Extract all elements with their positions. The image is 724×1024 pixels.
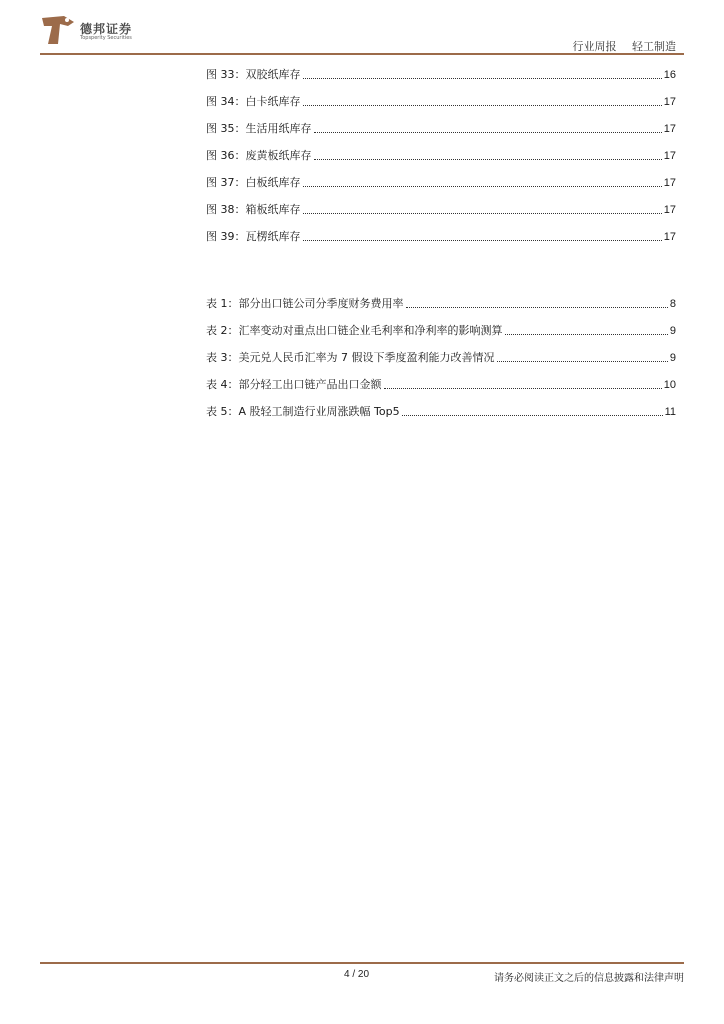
figure-entry-page: 17 <box>663 96 676 108</box>
figure-entry-page: 16 <box>663 69 676 81</box>
table-entry-label: 表 2：汇率变动对重点出口链企业毛利率和净利率的影响测算 <box>206 324 503 337</box>
table-entry-page: 11 <box>664 406 676 418</box>
table-entry-page: 9 <box>669 325 676 337</box>
leader-dots <box>314 159 662 160</box>
footer-divider <box>40 962 684 964</box>
logo-text-en: Topsperity Securities <box>80 35 132 41</box>
figure-entry-label: 图 39：瓦楞纸库存 <box>206 230 301 243</box>
figure-entry-page: 17 <box>663 204 676 216</box>
table-entry[interactable] <box>206 322 676 338</box>
table-entry-label: 表 1：部分出口链公司分季度财务费用率 <box>206 297 404 310</box>
table-entry-page: 10 <box>663 379 676 391</box>
figure-entry[interactable] <box>206 201 676 217</box>
figure-entry-label: 图 37：白板纸库存 <box>206 176 301 189</box>
figure-entry-label: 图 38：箱板纸库存 <box>206 203 301 216</box>
leader-dots <box>303 186 662 187</box>
table-entry[interactable] <box>206 403 676 419</box>
table-entry[interactable] <box>206 349 676 365</box>
table-entry-label: 表 5：A 股轻工制造行业周涨跌幅 Top5 <box>206 405 400 418</box>
company-logo <box>40 14 150 54</box>
figure-entry-label: 图 33：双胶纸库存 <box>206 68 301 81</box>
leader-dots <box>402 415 663 416</box>
disclaimer-text: 请务必阅读正文之后的信息披露和法律声明 <box>494 973 684 984</box>
leader-dots <box>303 78 662 79</box>
figure-entry[interactable] <box>206 66 676 82</box>
leader-dots <box>406 307 668 308</box>
header-divider <box>40 53 684 55</box>
leader-dots <box>303 240 662 241</box>
leader-dots <box>384 388 662 389</box>
figure-entry[interactable] <box>206 147 676 163</box>
report-category: 行业周报 <box>572 40 617 53</box>
figure-entry[interactable] <box>206 174 676 190</box>
leader-dots <box>303 105 662 106</box>
report-type <box>573 38 677 54</box>
table-entry[interactable] <box>206 376 676 392</box>
figure-entry[interactable] <box>206 93 676 109</box>
figure-entry[interactable] <box>206 120 676 136</box>
page-number: 4 / 20 <box>344 969 370 980</box>
table-entry-page: 8 <box>669 298 676 310</box>
figure-entry-label: 图 35：生活用纸库存 <box>206 122 312 135</box>
figure-entry-label: 图 34：白卡纸库存 <box>206 95 301 108</box>
logo-mark-icon <box>40 14 76 48</box>
table-entry[interactable] <box>206 295 676 311</box>
figure-entry-page: 17 <box>663 150 676 162</box>
figure-entry[interactable] <box>206 228 676 244</box>
table-entry-label: 表 4：部分轻工出口链产品出口金额 <box>206 378 382 391</box>
report-sector: 轻工制造 <box>632 40 676 53</box>
figure-entry-page: 17 <box>663 123 676 135</box>
figure-entry-label: 图 36：废黄板纸库存 <box>206 149 312 162</box>
leader-dots <box>505 334 668 335</box>
leader-dots <box>314 132 662 133</box>
figure-entry-page: 17 <box>663 177 676 189</box>
leader-dots <box>497 361 668 362</box>
logo-text-cn: 德邦证券 <box>80 22 133 36</box>
table-entry-page: 9 <box>669 352 676 364</box>
figure-entry-page: 17 <box>663 231 676 243</box>
leader-dots <box>303 213 662 214</box>
table-entry-label: 表 3：美元兑人民币汇率为 7 假设下季度盈利能力改善情况 <box>206 351 495 364</box>
